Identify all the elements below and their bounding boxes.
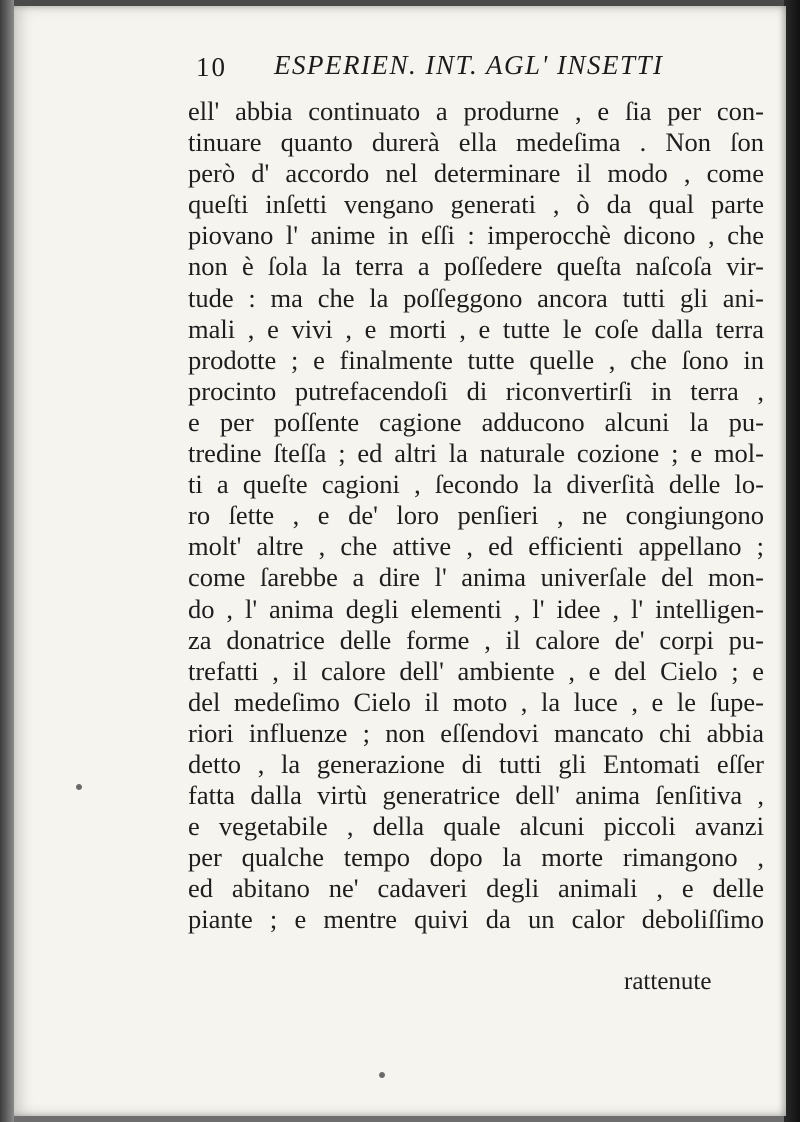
catchword: rattenute [624,968,712,995]
text-line: molt' altre , che attive , ed efficienti appellano ; [188,531,764,562]
text-line: tredine ſteſſa ; ed altri la naturale cozione ; e mol- [188,438,764,469]
body-text [188,96,764,936]
text-line: del medeſimo Cielo il moto , la luce , e le ſupe- [188,686,764,717]
text-line: riori influenze ; non eſſendovi mancato chi abbia [188,717,764,748]
text-line: trefatti , il calore dell' ambiente , e del Cielo ; e [188,655,764,686]
page-header [196,48,716,88]
text-line: fatta dalla virtù generatrice dell' anima ſenſitiva , [188,780,764,811]
text-line: però d' accordo nel determinare il modo , come [188,158,764,189]
ink-speck [76,784,82,790]
text-line: e per poſſente cagione adducono alcuni la pu- [188,406,764,437]
text-line: queſti inſetti vengano generati , ò da qual parte [188,189,764,220]
scan-border-left [0,0,14,1122]
text-line: detto , la generazione di tutti gli Entomati eſſer [188,748,764,779]
running-head: ESPERIEN. INT. AGL' INSETTI [274,50,664,80]
text-line: prodotte ; e finalmente tutte quelle , che ſono in [188,344,764,375]
text-line: piante ; e mentre quivi da un calor deboliſſimo [188,904,764,935]
text-line: e vegetabile , della quale alcuni piccoli avanzi [188,811,764,842]
text-line: ell' abbia continuato a produrne , e ſia per con- [188,96,764,126]
text-line: tude : ma che la poſſeggono ancora tutti gli ani- [188,282,764,313]
text-line: ti a queſte cagioni , ſecondo la diverſità delle lo- [188,469,764,500]
text-line: piovano l' anime in eſſi : imperocchè dicono , che [188,220,764,251]
text-line: do , l' anima degli elementi , l' idee , l' intelligen- [188,593,764,624]
text-line: ed abitano ne' cadaveri degli animali , e delle [188,873,764,904]
scan-border-right [784,0,800,1122]
text-line: mali , e vivi , e morti , e tutte le coſe dalla terra [188,313,764,344]
text-line: procinto putrefacendoſi di riconvertirſi in terra , [188,375,764,406]
text-line: non è ſola la terra a poſſedere queſta naſcoſa vir- [188,251,764,282]
text-line: per qualche tempo dopo la morte rimangono , [188,842,764,873]
text-line: za donatrice delle forme , il calore de' corpi pu- [188,624,764,655]
text-line: tinuare quanto durerà ella medeſima . Non ſon [188,127,764,158]
text-line: ro ſette , e de' loro penſieri , ne congiungono [188,500,764,531]
ink-speck [379,1072,385,1078]
text-line: come ſarebbe a dire l' anima univerſale del mon- [188,562,764,593]
page-number: 10 [196,52,227,82]
